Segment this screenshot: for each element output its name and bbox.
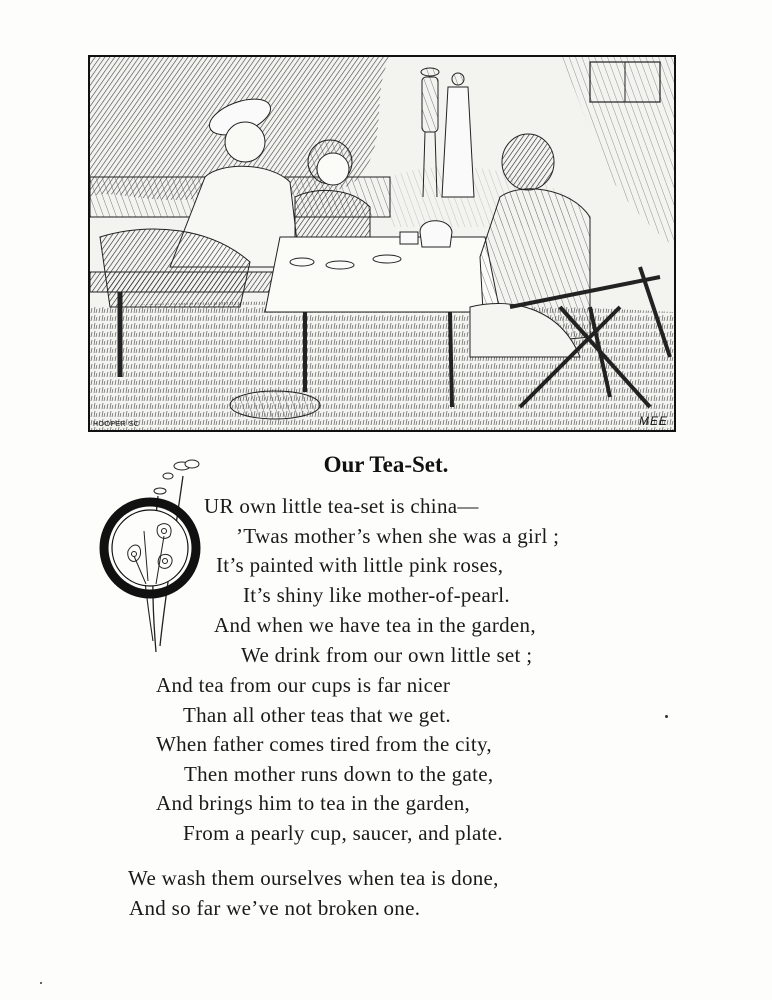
poem-line-8: Than all other teas that we get. [183, 703, 451, 727]
engraving-drawing [90, 57, 674, 430]
hat-on-grass [230, 391, 320, 419]
poem-line-14: And so far we’ve not broken one. [129, 896, 421, 920]
engraver-signature: HOOPER SC [93, 421, 140, 428]
print-speck [40, 982, 42, 984]
poem-line-5: And when we have tea in the garden, [214, 613, 536, 637]
poem-line-1: UR own little tea-set is china— [204, 494, 479, 518]
poem-line-7: And tea from our cups is far nicer [156, 673, 451, 697]
artist-monogram: MEE [638, 414, 668, 428]
poem-line-4: It’s shiny like mother-of-pearl. [243, 583, 510, 607]
poem-line-9: When father comes tired from the city, [156, 732, 492, 756]
print-speck [665, 715, 668, 718]
drop-cap-ornament [98, 456, 206, 652]
poem-title: Our Tea-Set. [323, 452, 449, 477]
poem-line-13: We wash them ourselves when tea is done, [128, 866, 499, 890]
poem-line-3: It’s painted with little pink roses, [216, 553, 504, 577]
poem-line-12: From a pearly cup, saucer, and plate. [183, 821, 503, 845]
poem-line-2: ’Twas mother’s when she was a girl ; [236, 524, 560, 548]
tea-party-illustration [88, 55, 676, 432]
poem-line-11: And brings him to tea in the garden, [156, 791, 471, 815]
poem-line-6: We drink from our own little set ; [241, 643, 533, 667]
poem-line-10: Then mother runs down to the gate, [184, 762, 494, 786]
